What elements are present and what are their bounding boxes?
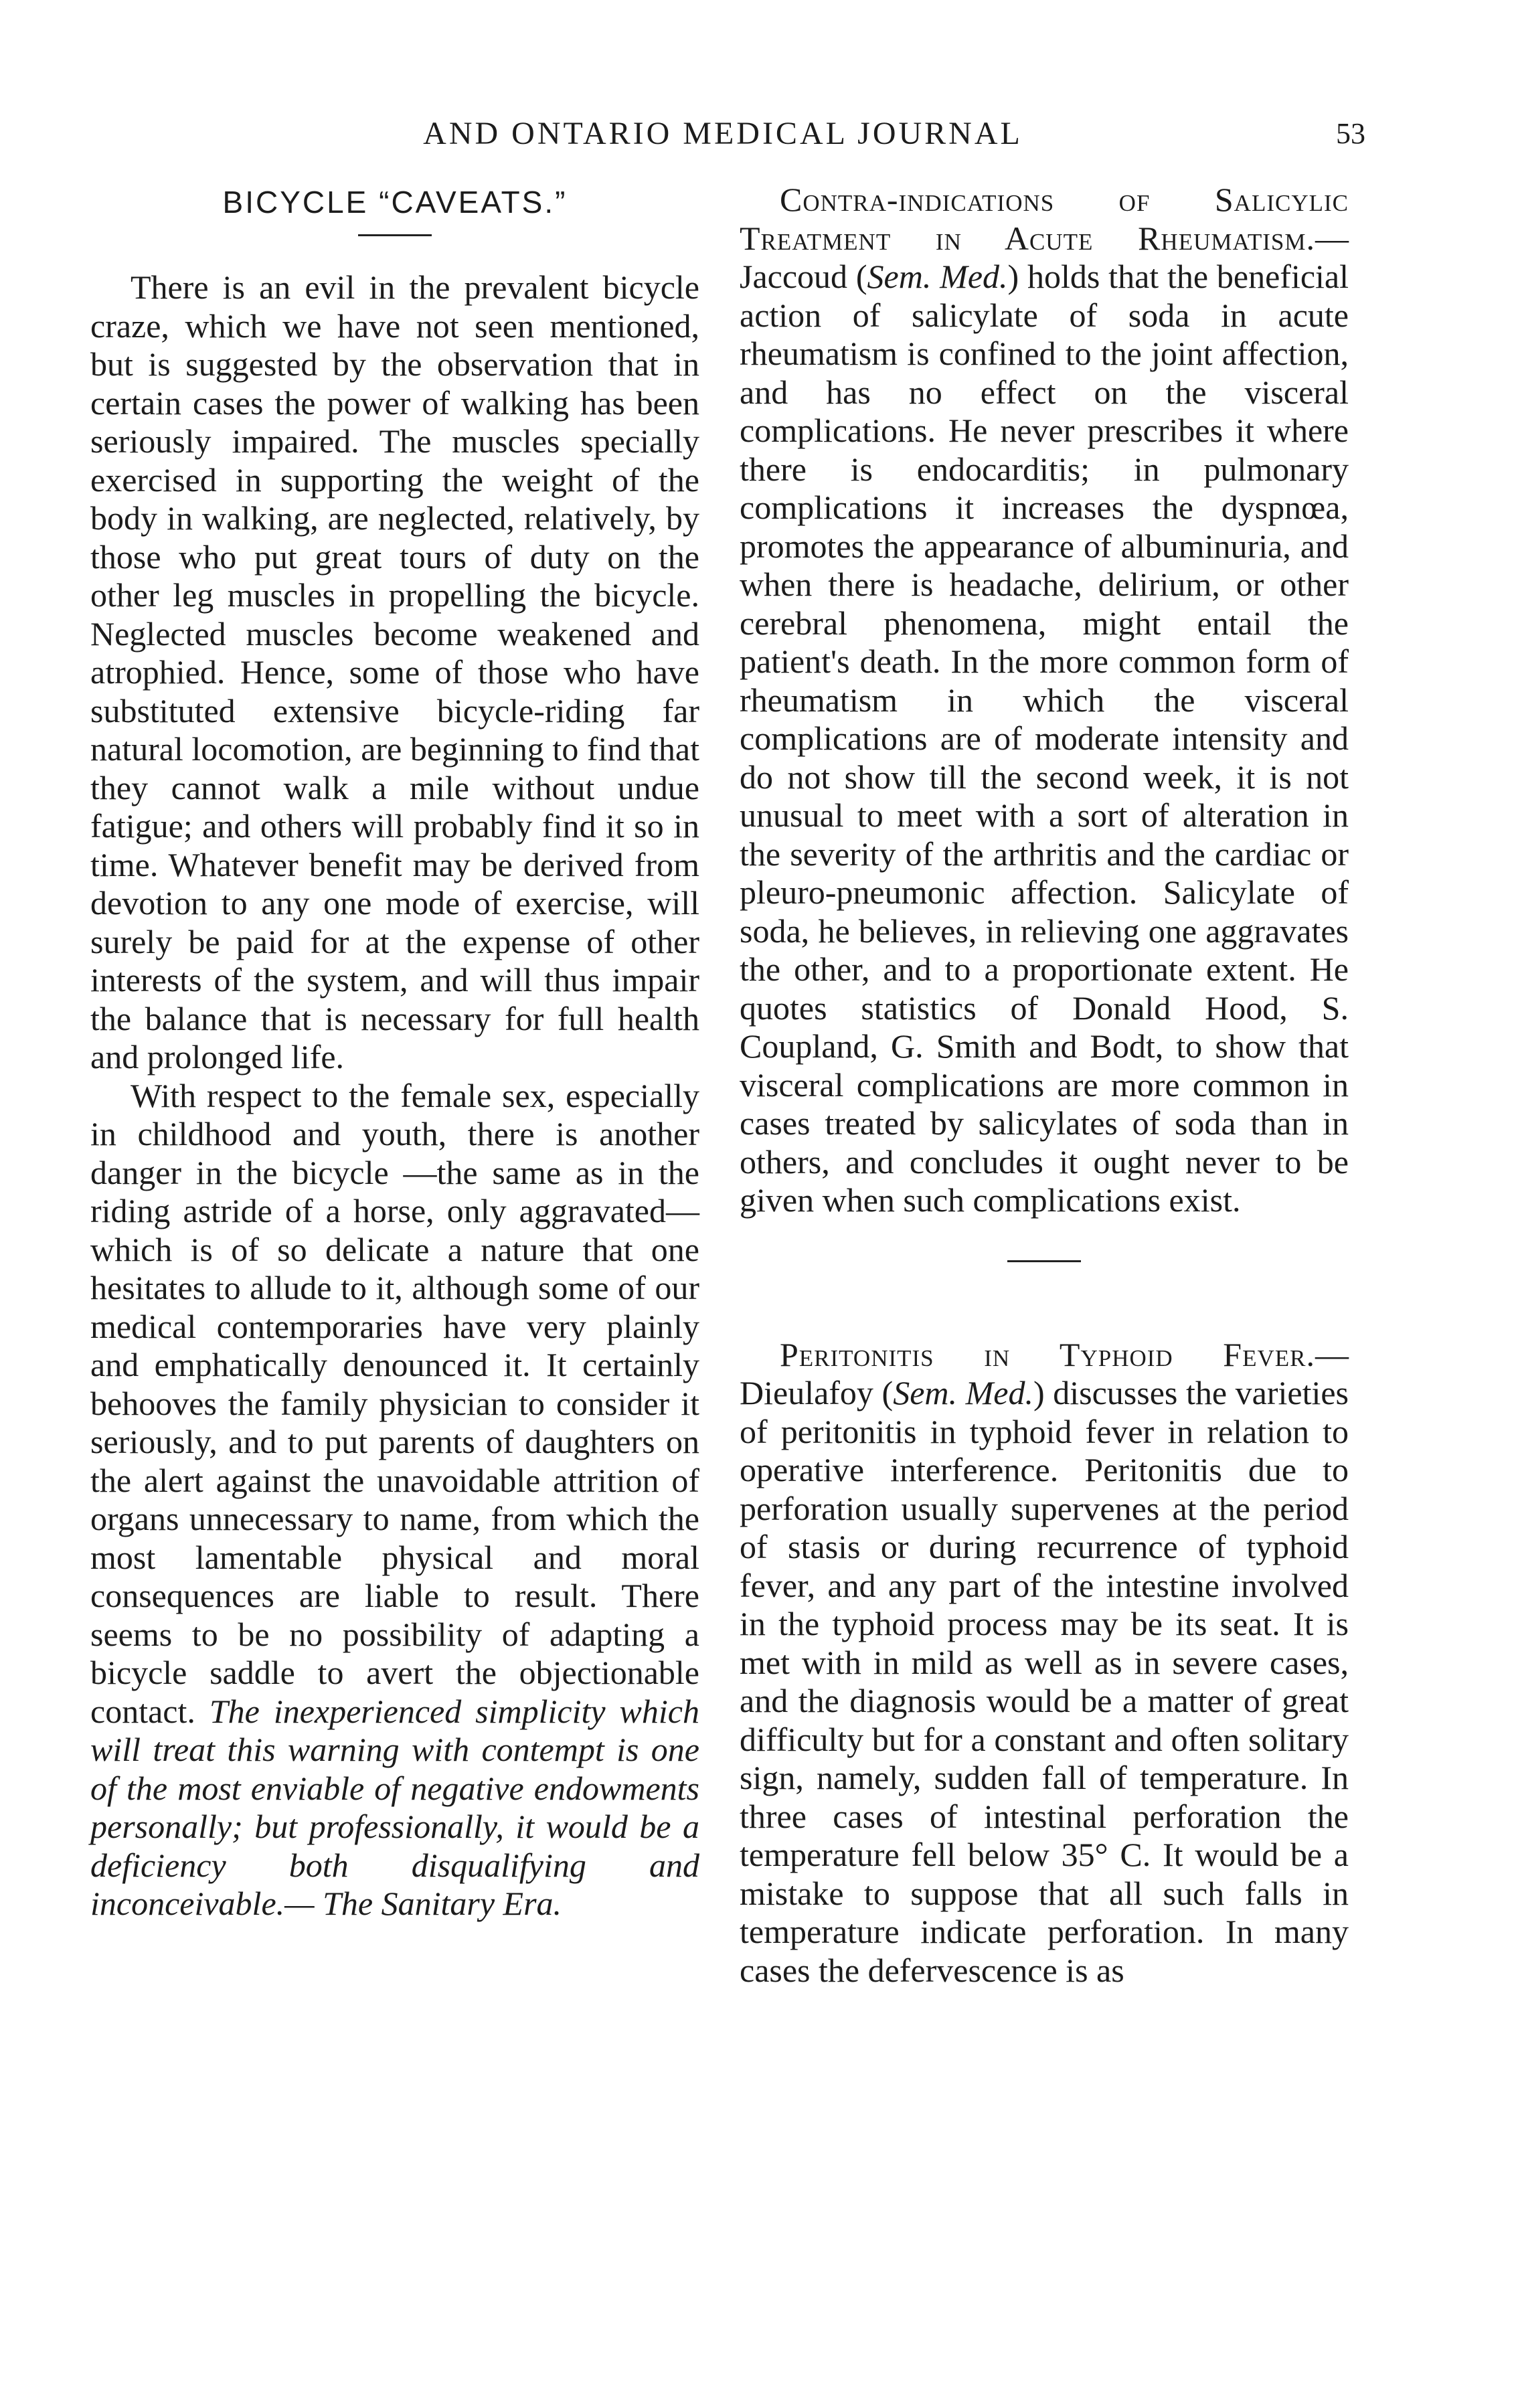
article-lead: —Jaccoud ( bbox=[740, 219, 1349, 295]
right-column bbox=[740, 181, 1349, 1990]
italic-quotation: The inexperienced simplicity which will treat this warning with contempt is one of the most enviable of negative endowments personally; but professionally, it would be a deficiency both disqualifying and inconceivable.— The Sanitary Era. bbox=[90, 1692, 699, 1922]
article-body: ) holds that the beneficial action of salicylate of soda in acute rheumatism is confined to the joint affection, and has no effect on the visceral complications. He never prescribes it where there is endocarditis; in pulmonary complications it increases the dyspnœa, promotes the appearance of albuminuria, and when there is headache, delirium, or other cerebral phenomena, might entail the patient's death. In the more common form of rheumatism in which the visceral complications are of moderate intensity and do not show till the second week, it is not unusual to meet with a sort of alteration in the severity of the arthritis and the cardiac or pleuro-pneumonic affection. Salicylate of soda, he believes, in relieving one aggravates the other, and to a proportionate extent. He quotes statistics of Donald Hood, S. Coupland, G. Smith and Bodt, to show that visceral complications are more common in cases treated by salicylates of soda than in others, and concludes it ought never to be given when such complications exist. bbox=[740, 258, 1349, 1219]
running-title: AND ONTARIO MEDICAL JOURNAL bbox=[423, 116, 1023, 151]
article-body: ) discusses the varieties of peritonitis in typhoid fever in relation to operative interference. Peritonitis due to perforation usually supervenes at the period of stasis or during recurrence of typhoid fever, and any part of the intestine involved in the typhoid process may be its seat. It is met with in mild as well as in severe cases, and the diagnosis would be a matter of great difficulty but for a constant and often solitary sign, namely, sudden fall of temperature. In three cases of intestinal perforation the temperature fell below 35° C. It would be a mistake to suppose that all such falls in temperature indicate perforation. In many cases the defervescence is as bbox=[740, 1374, 1349, 1989]
page-header bbox=[0, 110, 1516, 157]
paragraph-text: With respect to the female sex, especially in childhood and youth, there is another danger in the bicycle —the same as in the riding astride of a horse, only aggravated—which is of so delicate a nature that one hesitates to allude to it, although some of our medical contemporaries have very plainly and emphatically denounced it. It certainly behooves the family physician to consider it seriously, and to put parents of daughters on the alert against the unavoidable attrition of organs unnecessary to name, from which the most lamentable physical and moral consequences are liable to result. There seems to be no possibility of adapting a bicycle saddle to avert the objectionable contact. bbox=[90, 1076, 699, 1730]
article-paragraph: There is an evil in the prevalent bicycle craze, which we have not seen mentioned, but is suggested by the observation that in certain cases the power of walking has been seriously impaired. The muscles specially exercised in supporting the weight of the body in walking, are neglected, relatively, by those who put great tours of duty on the other leg muscles in propelling the bicycle. Neglected muscles become weakened and atrophied. Hence, some of those who have substituted extensive bicycle-riding far natural locomotion, are beginning to find that they cannot walk a mile without undue fatigue; and others will probably find it so in time. Whatever benefit may be derived from devotion to any one mode of exercise, will surely be paid for at the expense of other interests of the system, and will thus impair the balance that is necessary for full health and prolonged life. bbox=[90, 268, 699, 1076]
section-divider bbox=[1007, 1260, 1081, 1262]
heading-rule bbox=[358, 234, 432, 236]
article-title: Peritonitis in Typhoid Fever. bbox=[780, 1335, 1315, 1373]
article-contra-indications bbox=[740, 181, 1349, 1220]
article-lead: —Dieulafoy ( bbox=[740, 1335, 1349, 1411]
source-citation: Sem. Med. bbox=[867, 258, 1008, 295]
article-paragraph bbox=[90, 1077, 699, 1923]
article-heading-bicycle-caveats: BICYCLE “CAVEATS.” bbox=[222, 185, 568, 220]
left-column bbox=[90, 181, 699, 1923]
page-number: 53 bbox=[1336, 117, 1365, 150]
article-title: Contra-indications of Salicylic Treatment in Acute Rheumatism. bbox=[740, 181, 1349, 257]
article-peritonitis bbox=[740, 1336, 1349, 1990]
source-citation: Sem. Med. bbox=[893, 1374, 1033, 1411]
